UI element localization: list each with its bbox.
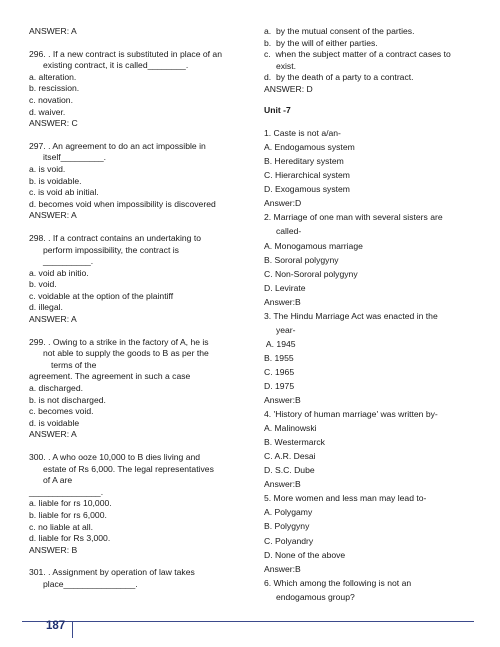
text-line: ANSWER: C [29, 118, 78, 129]
text-line: a. void ab initio. [29, 267, 89, 278]
question-line: D. S.C. Dube [264, 465, 315, 476]
question-line: A. 1945 [264, 338, 296, 349]
text-line: of A are [43, 475, 73, 486]
text-line: b. by the will of either parties. [264, 37, 378, 48]
text-line: b. rescission. [29, 83, 80, 94]
question-line: C. Polyandry [264, 535, 314, 546]
question-line: B. Sororal polygyny [264, 254, 339, 265]
question-line: 2. Marriage of one man with several sisters are [264, 212, 443, 223]
question-line: D. Levirate [264, 282, 306, 293]
question-line: C. A.R. Desai [264, 451, 316, 462]
text-line: a. discharged. [29, 383, 83, 394]
question-line: B. Hereditary system [264, 156, 344, 167]
text-line: exist. [264, 60, 296, 71]
spacer [29, 556, 251, 567]
text-line: place_______________. [43, 578, 138, 589]
text-line: ANSWER: A [29, 26, 77, 36]
text-line: existing contract, it is called________. [43, 60, 189, 71]
question-line: endogamous group? [264, 591, 355, 602]
footer-rule [22, 621, 474, 622]
question-line: 3. The Hindu Marriage Act was enacted in the [264, 310, 438, 321]
left-column [29, 26, 251, 591]
footer-divider [72, 621, 73, 638]
text-line: c. is void ab initial. [29, 187, 99, 198]
text-line: d. is voidable [29, 417, 80, 428]
question-line: Answer:B [264, 395, 301, 406]
text-line: a. is void. [29, 163, 66, 174]
right-column [264, 26, 474, 604]
text-line: d. illegal. [29, 302, 63, 313]
question-line: D. Exogamous system [264, 184, 350, 195]
question-line: A. Malinowski [264, 423, 317, 434]
text-line: ANSWER: D [264, 83, 313, 94]
text-line: ANSWER: A [29, 210, 77, 221]
question-line: C. 1965 [264, 366, 295, 377]
question-line: Answer:D [264, 198, 302, 209]
text-line: ANSWER: A [29, 314, 77, 325]
text-line: ANSWER: B [29, 544, 78, 555]
question-line: year- [264, 324, 296, 335]
text-line: b. liable for rs 6,000. [29, 509, 107, 520]
right-top-block [264, 26, 474, 96]
question-line: A. Monogamous marriage [264, 240, 363, 251]
question-line: 6. Which among the following is not an [264, 577, 412, 588]
spacer [29, 130, 251, 141]
text-line: d. by the death of a party to a contract. [264, 72, 414, 83]
text-line: c. no liable at all. [29, 521, 94, 532]
text-line: agreement. The agreement in such a case [29, 371, 191, 382]
question-line: 5. More women and less man may lead to- [264, 493, 427, 504]
question-line: 1. Caste is not a/an- [264, 128, 341, 139]
question-line: A. Endogamous system [264, 142, 355, 153]
text-line: c. voidable at the option of the plaintiff [29, 290, 174, 301]
spacer [29, 441, 251, 452]
text-line: 300. . A who ooze 10,000 to B dies living and [29, 452, 201, 462]
question-line: 4. 'History of human marriage' was written by- [264, 409, 438, 420]
question-line: B. Westermarck [264, 437, 325, 448]
question-line: A. Polygamy [264, 507, 313, 518]
text-line: c. becomes void. [29, 406, 94, 417]
text-line: 296. . If a new contract is substituted in place of an [29, 48, 222, 59]
text-line: a. by the mutual consent of the parties. [264, 26, 415, 36]
text-line: d. liable for Rs 3,000. [29, 533, 111, 544]
text-line: _______________. [29, 486, 104, 497]
text-line: a. liable for rs 10,000. [29, 498, 112, 509]
question-line: Answer:B [264, 479, 301, 490]
text-line: 301. . Assignment by operation of law takes [29, 567, 195, 578]
text-line: estate of Rs 6,000. The legal representatives [43, 463, 214, 474]
text-line: 298. . If a contract contains an undertaking to [29, 232, 201, 243]
spacer [29, 38, 251, 49]
question-line: Answer:B [264, 563, 301, 574]
question-line: D. None of the above [264, 549, 346, 560]
text-line: 297. . An agreement to do an act impossible in [29, 140, 206, 151]
text-line: perform impossibility, the contract is [43, 244, 179, 255]
text-line: not able to supply the goods to B as per the [43, 348, 209, 359]
text-line: __________. [43, 256, 94, 267]
text-line: a. alteration. [29, 71, 77, 82]
unit-heading: Unit -7 [264, 104, 291, 115]
text-line: b. is not discharged. [29, 394, 106, 405]
text-line: ANSWER: A [29, 429, 77, 440]
text-line: d. becomes void when impossibility is discovered [29, 198, 216, 209]
text-line: d. waiver. [29, 106, 66, 117]
text-line: c. when the subject matter of a contract cases to [264, 49, 451, 60]
text-line: b. void. [29, 279, 57, 290]
text-line: itself_________. [43, 152, 107, 163]
text-line: b. is voidable. [29, 175, 82, 186]
question-line: C. Hierarchical system [264, 170, 350, 181]
right-questions-block [264, 126, 474, 604]
question-line: B. Polygyny [264, 521, 310, 532]
text-line: terms of the [51, 359, 97, 370]
question-line: D. 1975 [264, 381, 295, 391]
question-line: B. 1955 [264, 352, 294, 363]
spacer [29, 222, 251, 233]
page-number: 187 [46, 620, 66, 632]
text-line: 299. . Owing to a strike in the factory of A, he is [29, 336, 209, 347]
question-line: C. Non-Sororal polygyny [264, 268, 358, 279]
spacer [29, 326, 251, 337]
question-line: Answer:B [264, 296, 301, 307]
text-line: c. novation. [29, 94, 73, 105]
question-line: called- [264, 226, 302, 237]
